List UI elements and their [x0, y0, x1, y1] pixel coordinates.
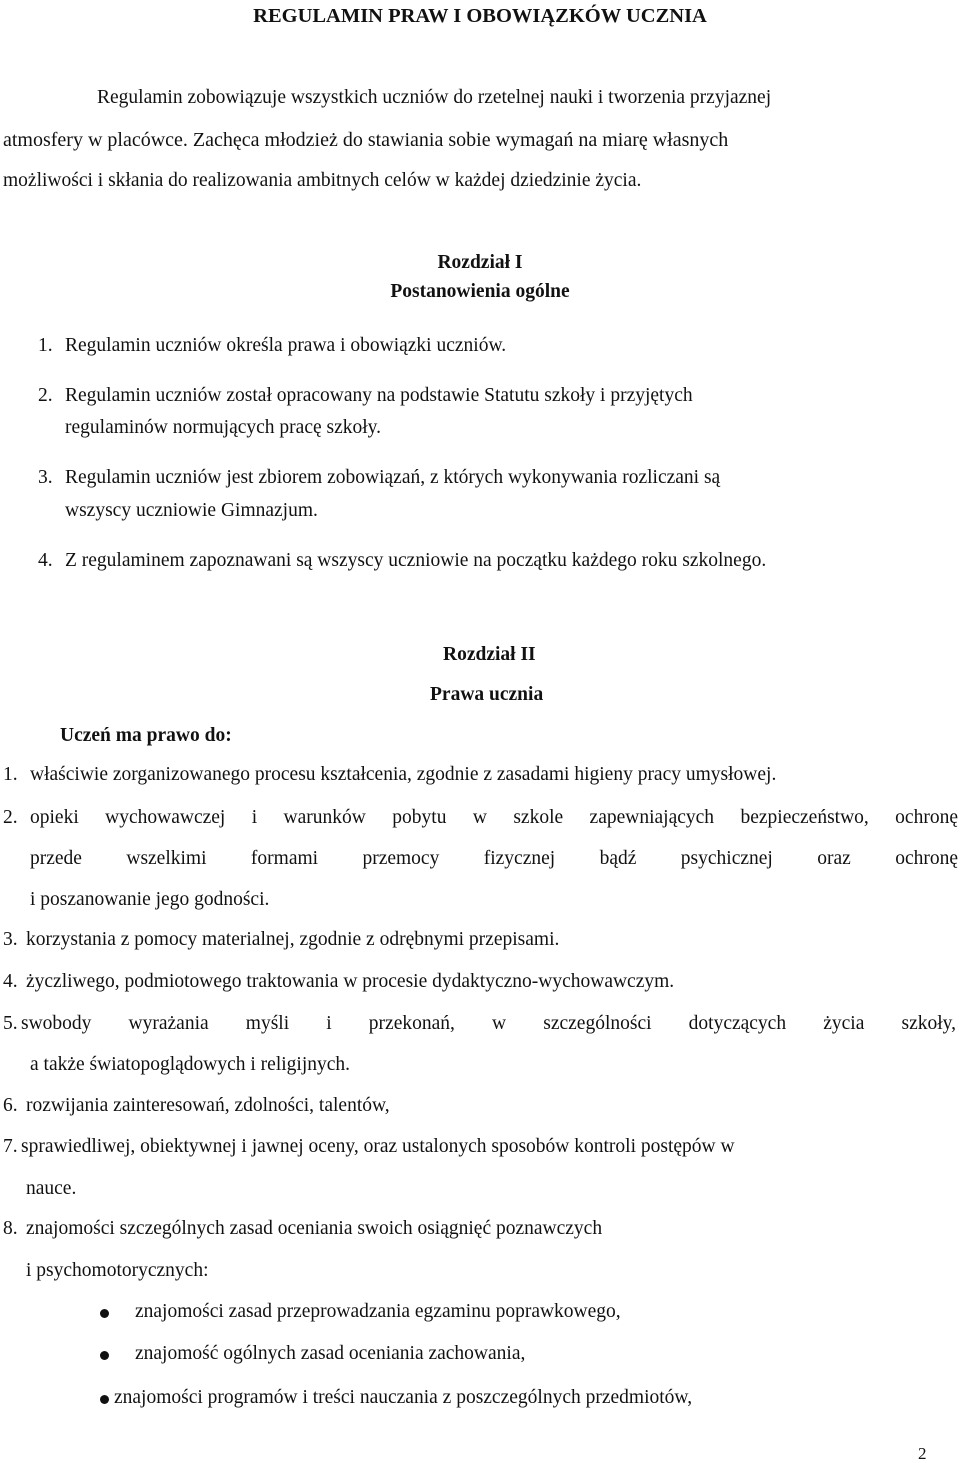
- chapter-1-subheading: Postanowienia ogólne: [390, 281, 570, 302]
- ch1-item-1-text: Regulamin uczniów określa prawa i obowiązki uczniów.: [65, 335, 507, 356]
- ch1-item-3-line-2: wszyscy uczniowie Gimnazjum.: [65, 500, 318, 521]
- ch2-item-5-num: 5.: [3, 1013, 18, 1034]
- ch2-item-7-line-1: sprawiedliwej, obiektywnej i jawnej oceny, oraz ustalonych sposobów kontroli postępów w: [21, 1136, 735, 1157]
- document-title: REGULAMIN PRAW I OBOWIĄZKÓW UCZNIA: [253, 5, 707, 27]
- ch2-item-8-line-1: znajomości szczególnych zasad oceniania swoich osiągnięć poznawczych: [26, 1218, 603, 1239]
- ch1-item-4-num: 4.: [38, 550, 53, 571]
- ch1-item-1-num: 1.: [38, 335, 53, 356]
- ch1-item-3-num: 3.: [38, 467, 53, 488]
- ch2-item-7-line-2: nauce.: [26, 1178, 77, 1199]
- page-number: 2: [918, 1444, 927, 1463]
- ch1-item-2-num: 2.: [38, 385, 53, 406]
- intro-line-1: Regulamin zobowiązuje wszystkich uczniów do rzetelnej nauki i tworzenia przyjaznej: [97, 87, 772, 108]
- ch1-item-2-line-1: Regulamin uczniów został opracowany na podstawie Statutu szkoły i przyjętych: [65, 385, 693, 406]
- ch2-item-6-text: rozwijania zainteresowań, zdolności, talentów,: [26, 1095, 390, 1116]
- ch2-item-1-num: 1.: [3, 764, 18, 785]
- ch2-item-5-line-1: swobody wyrażania myśli i przekonań, w szczególności dotyczących życia szkoły,: [21, 1013, 956, 1034]
- bullet-item-2: znajomość ogólnych zasad oceniania zachowania,: [135, 1343, 526, 1364]
- ch1-item-2-line-2: regulaminów normujących pracę szkoły.: [65, 417, 382, 438]
- chapter-2-subheading: Prawa ucznia: [430, 684, 544, 705]
- chapter-1-heading: Rozdział I: [437, 252, 523, 273]
- ch2-item-2-line-1: opieki wychowawczej i warunków pobytu w szkole zapewniających bezpieczeństwo, ochronę: [30, 807, 958, 828]
- ch2-item-2-line-2: przede wszelkimi formami przemocy fizycznej bądź psychicznej oraz ochronę: [30, 848, 958, 869]
- ch2-item-8-line-2: i psychomotorycznych:: [26, 1260, 209, 1281]
- ch2-item-7-num: 7.: [3, 1136, 18, 1157]
- ch1-item-3-line-1: Regulamin uczniów jest zbiorem zobowiązań, z których wykonywania rozliczani są: [65, 467, 721, 488]
- bullet-item-1: znajomości zasad przeprowadzania egzaminu poprawkowego,: [135, 1301, 621, 1322]
- chapter-2-lead: Uczeń ma prawo do:: [60, 725, 232, 746]
- ch2-item-2-num: 2.: [3, 807, 18, 828]
- bullet-icon: [100, 1351, 109, 1360]
- ch2-item-5-line-2: a także światopoglądowych i religijnych.: [30, 1054, 351, 1075]
- ch2-item-4-num: 4.: [3, 971, 18, 992]
- ch2-item-3-text: korzystania z pomocy materialnej, zgodnie z odrębnymi przepisami.: [26, 929, 560, 950]
- ch1-item-4-text: Z regulaminem zapoznawani są wszyscy uczniowie na początku każdego roku szkolnego.: [65, 550, 767, 571]
- bullet-icon: [100, 1395, 109, 1404]
- ch2-item-3-num: 3.: [3, 929, 18, 950]
- bullet-icon: [100, 1309, 109, 1318]
- ch2-item-6-num: 6.: [3, 1095, 18, 1116]
- intro-line-3: możliwości i skłania do realizowania ambitnych celów w każdej dziedzinie życia.: [3, 170, 642, 191]
- ch2-item-8-num: 8.: [3, 1218, 18, 1239]
- ch2-item-1-text: właściwie zorganizowanego procesu kształcenia, zgodnie z zasadami higieny pracy umysłowej.: [30, 764, 777, 785]
- ch2-item-2-line-3: i poszanowanie jego godności.: [30, 889, 270, 910]
- bullet-item-3: znajomości programów i treści nauczania z poszczególnych przedmiotów,: [114, 1387, 693, 1408]
- intro-line-2: atmosfery w placówce. Zachęca młodzież do stawiania sobie wymagań na miarę własnych: [3, 129, 729, 151]
- chapter-2-heading: Rozdział II: [443, 644, 536, 665]
- ch2-item-4-text: życzliwego, podmiotowego traktowania w procesie dydaktyczno-wychowawczym.: [26, 971, 675, 992]
